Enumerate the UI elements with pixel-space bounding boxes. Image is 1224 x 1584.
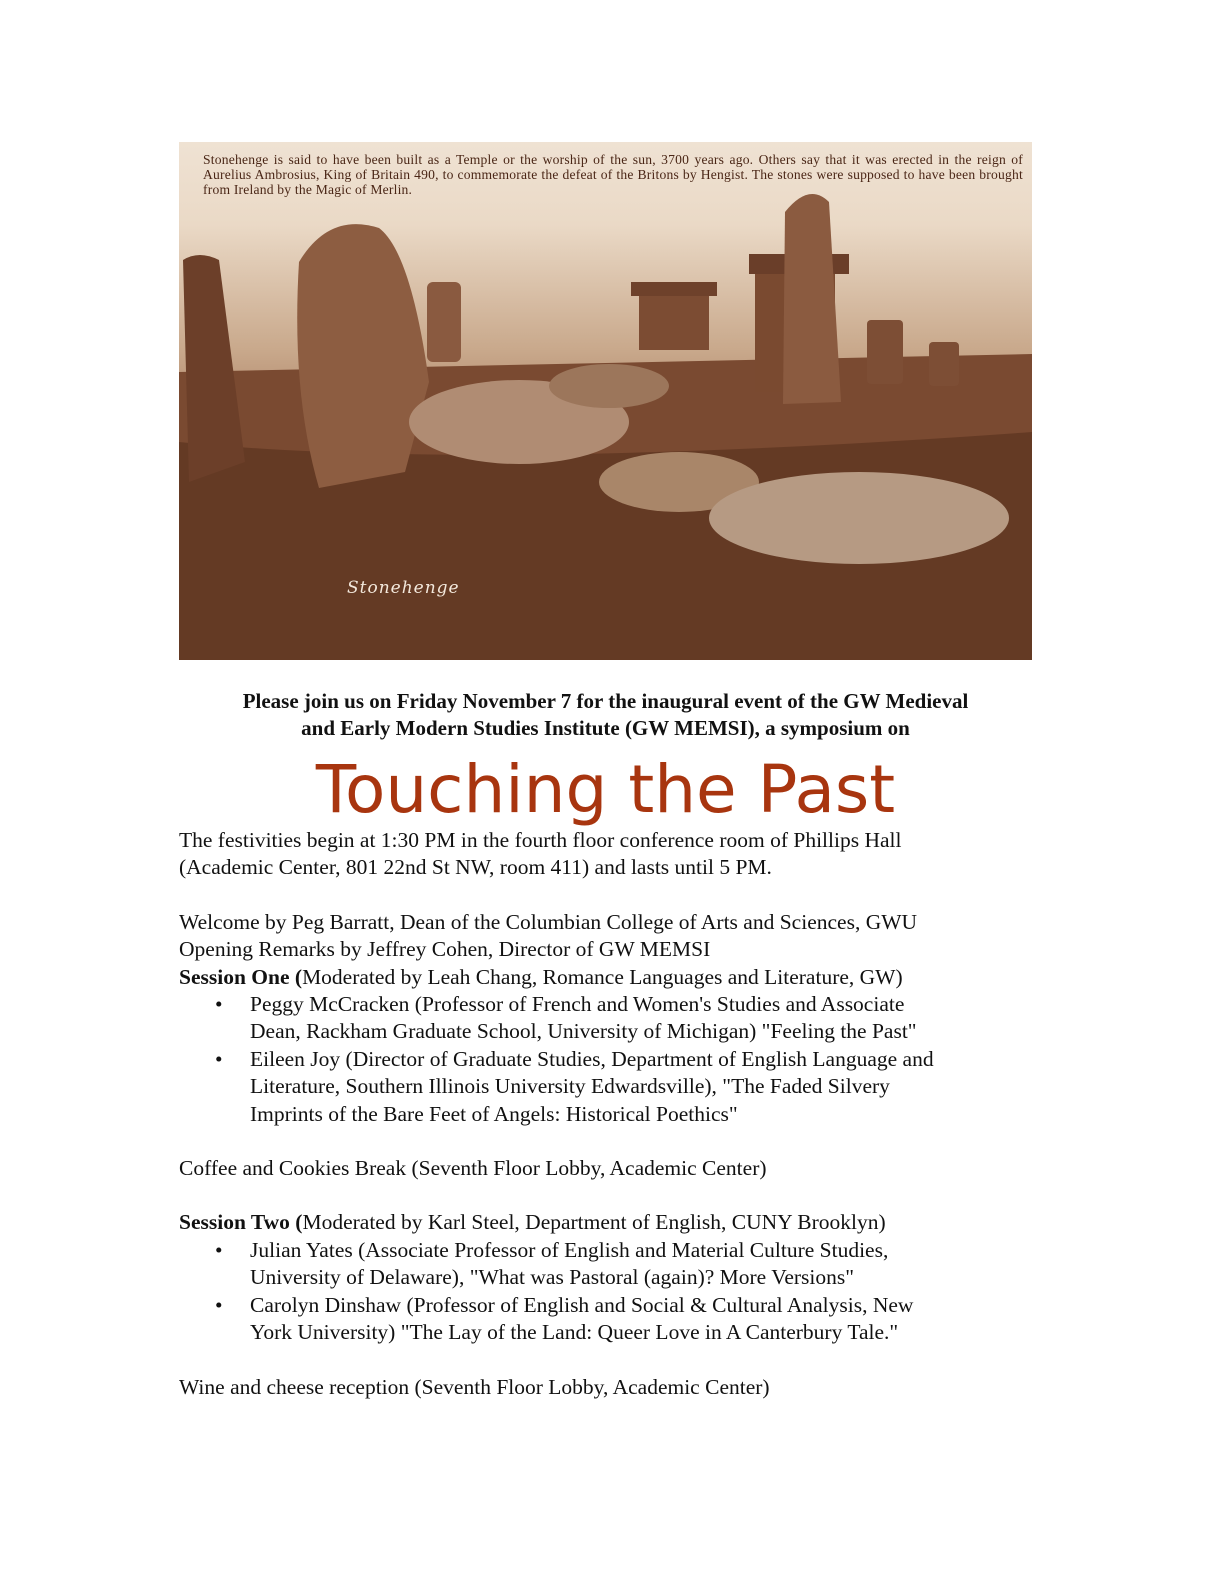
- fallen-stone: [709, 472, 1009, 564]
- talk-line: Eileen Joy (Director of Graduate Studies, Department of English Language and: [250, 1046, 934, 1071]
- break-line: Coffee and Cookies Break (Seventh Floor Lobby, Academic Center): [179, 1156, 767, 1181]
- session-label: Session Two (: [179, 1210, 303, 1235]
- trilithon: [639, 290, 709, 350]
- session-label: Session One (: [179, 964, 303, 989]
- reception-line: Wine and cheese reception (Seventh Floor Lobby, Academic Center): [179, 1374, 770, 1399]
- intro-line: Please join us on Friday November 7 for the inaugural event of the GW Medieval: [242, 689, 969, 713]
- talk-line: Literature, Southern Illinois University Edwardsville), "The Faded Silvery: [250, 1074, 890, 1099]
- talk-line: Dean, Rackham Graduate School, University of Michigan) "Feeling the Past": [250, 1019, 917, 1044]
- bullet-icon: •: [215, 1237, 223, 1262]
- talk-line: Carolyn Dinshaw (Professor of English and Social & Cultural Analysis, New: [250, 1292, 914, 1317]
- pillar-stone: [183, 255, 245, 482]
- list-item: [179, 1292, 1039, 1347]
- tall-stone: [783, 194, 841, 404]
- talk-line: Julian Yates (Associate Professor of English and Material Culture Studies,: [250, 1237, 889, 1262]
- large-stone: [297, 224, 429, 488]
- bullet-icon: •: [215, 992, 223, 1017]
- stone: [929, 342, 959, 386]
- details-line: The festivities begin at 1:30 PM in the fourth floor conference room of Phillips Hall: [179, 828, 902, 852]
- stonehenge-illustration: [179, 142, 1032, 660]
- session-moderator: Moderated by Karl Steel, Department of English, CUNY Brooklyn): [302, 1210, 886, 1235]
- list-item: [179, 1237, 1039, 1292]
- fallen-stone: [549, 364, 669, 408]
- talk-line: York University) "The Lay of the Land: Queer Love in A Canterbury Tale.": [250, 1320, 899, 1345]
- session-one-talks: [179, 991, 1039, 1128]
- event-details: [179, 827, 1039, 1401]
- lintel: [631, 282, 717, 296]
- stonehenge-photo: [179, 142, 1032, 660]
- photo-label: Stonehenge: [347, 578, 460, 598]
- details-line: (Academic Center, 801 22nd St NW, room 411) and lasts until 5 PM.: [179, 855, 772, 880]
- intro-line: and Early Modern Studies Institute (GW MEMSI), a symposium on: [301, 716, 910, 740]
- intro-text: [179, 688, 1032, 742]
- session-two-heading: [179, 1209, 1039, 1236]
- session-one-heading: [179, 964, 1039, 991]
- stone: [867, 320, 903, 384]
- list-item: [179, 1046, 1039, 1128]
- talk-line: Imprints of the Bare Feet of Angels: Historical Poethics": [250, 1101, 738, 1126]
- bullet-icon: •: [215, 1292, 223, 1317]
- session-two-talks: [179, 1237, 1039, 1347]
- talk-line: University of Delaware), "What was Pastoral (again)? More Versions": [250, 1265, 855, 1290]
- talk-line: Peggy McCracken (Professor of French and Women's Studies and Associate: [250, 992, 905, 1017]
- bullet-icon: •: [215, 1046, 223, 1071]
- welcome-line: Welcome by Peg Barratt, Dean of the Columbian College of Arts and Sciences, GWU: [179, 909, 918, 934]
- session-moderator: Moderated by Leah Chang, Romance Languages and Literature, GW): [302, 964, 903, 989]
- event-title: Touching the Past: [315, 751, 896, 828]
- opening-line: Opening Remarks by Jeffrey Cohen, Director of GW MEMSI: [179, 937, 711, 962]
- photo-caption: Stonehenge is said to have been built as a Temple or the worship of the sun, 3700 years ago. Others say that it was erected in the reign of Aurelius Ambrosius, King of Britain 490, to commemorate the defeat of the Britons by Hengist. The stones were supposed to have been brought from Ireland by the Magic of Merlin.: [203, 152, 1023, 197]
- stone: [427, 282, 461, 362]
- list-item: [179, 991, 1039, 1046]
